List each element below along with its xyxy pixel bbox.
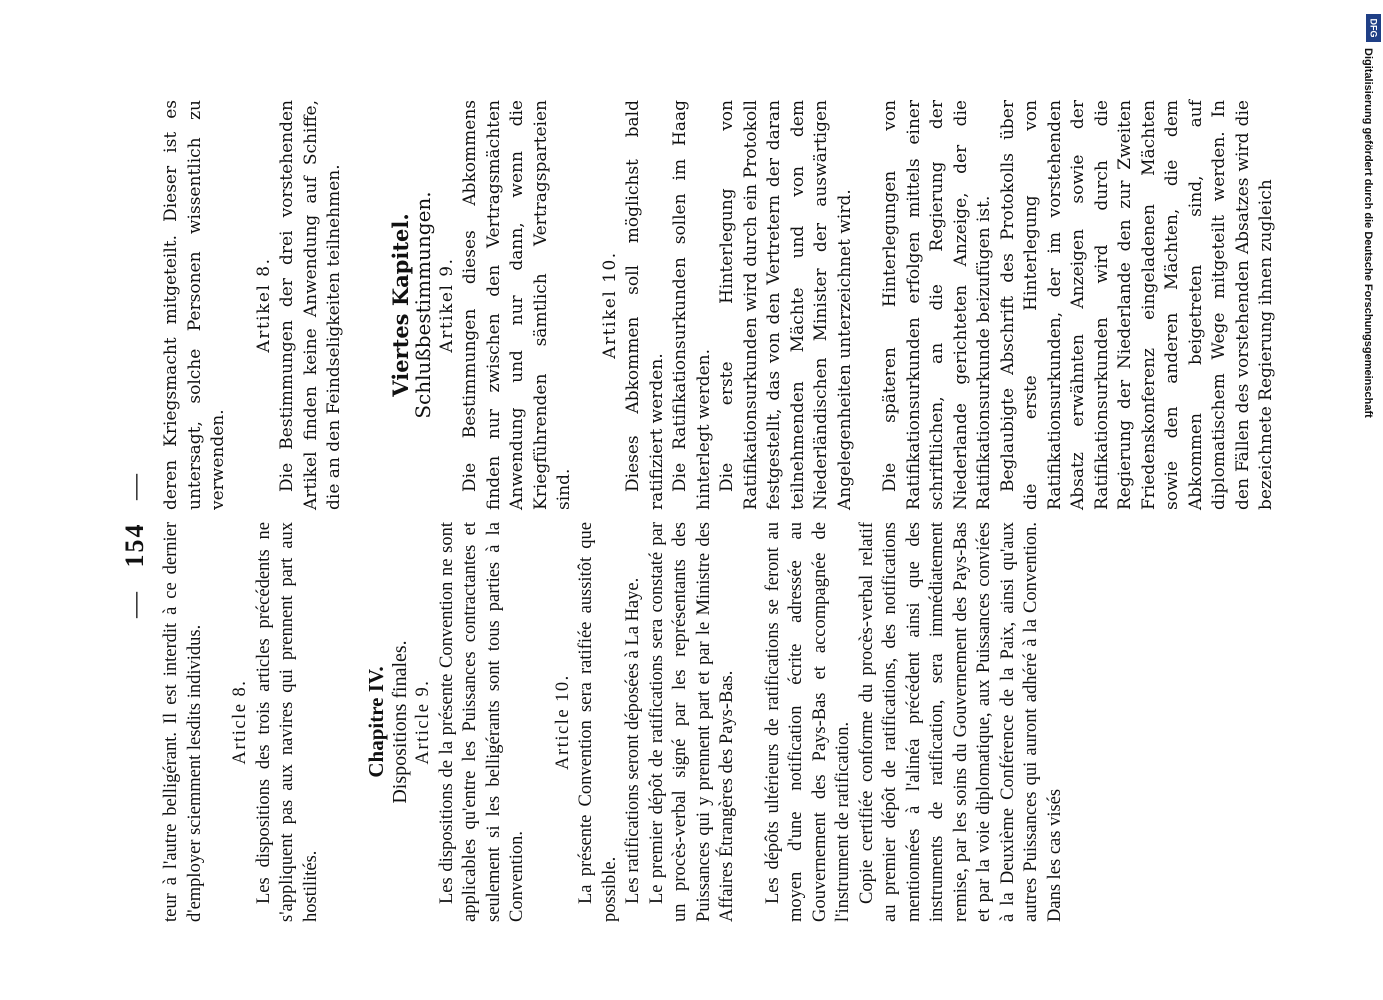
german-article-10-para-3: Die erste Hinterlegung von Ratifikationsurkunden wird durch ein Protokoll festgestellt, das von den Vertretern der daran teilnehmenden Mächte und von dem Niederländischen Minister der auswärtigen Angelegenheiten unterzeichnet wird. [717, 100, 855, 510]
german-article-10-heading: Artikel 10. [599, 251, 620, 359]
german-article-8-text: Die Bestimmungen der drei vorstehenden Artikel finden keine Anwendung auf Schiffe, die an den Feindseligkeiten teilnehmen. [277, 100, 344, 510]
french-article-9-text: Les dispositions de la présente Convention ne sont applicables qu'entre les Puissances contractantes et seulement si les belligérants sont tous parties à la Convention. [436, 522, 527, 922]
header-dash-right: — [120, 472, 149, 500]
french-article-10-para-2: Les ratifications seront déposées à La Haye. [623, 577, 643, 904]
page-number: 154 [120, 522, 149, 568]
digitization-credit [1352, 8, 1383, 988]
french-chapter-title: Dispositions finales. [388, 640, 411, 804]
page-header [120, 90, 154, 1000]
german-chapter-heading: Viertes Kapitel. [387, 213, 413, 397]
german-chapter-title: Schlußbestimmungen. [411, 191, 435, 419]
digitization-credit-text: Digitalisierung gefördert durch die Deutsche Forschungsgemeinschaft [1362, 48, 1374, 418]
rotated-page [120, 90, 1276, 1000]
french-opening-paragraph: teur à l'autre belligérant. Il est interdit à ce dernier d'employer sciemment lesdits individus. [161, 522, 205, 922]
german-column [160, 100, 1276, 510]
dfg-logo-icon [1366, 14, 1381, 42]
french-article-10-para-3: Le premier dépôt de ratifications sera constaté par un procès-verbal signé par les représentants des Puissances qui y prennent part et par le Ministre des Affaires Étrangères des Pays-Bas. [646, 522, 737, 922]
german-article-10-para-5: Beglaubigte Abschrift des Protokolls über die erste Hinterlegung von Ratifikationsurkunden, der im vorstehenden Absatz erwähnten Anzeigen sowie der Ratifikationsurkunden wird durch die Regierung der Niederlande den zur Zweiten Friedenskonferenz eingeladenen Mächten sowie den anderen Mächten, die dem Abkommen beigetreten sind, auf diplomatischem Wege mitgeteilt werden. In den Fällen des vorstehenden Absatzes wird die bezeichnete Regierung ihnen zugleich [997, 100, 1276, 510]
french-article-9-heading: Article 9. [413, 679, 433, 765]
german-opening-paragraph: deren Kriegsmacht mitgeteilt. Dieser ist es untersagt, solche Personen wissentlich zu verwenden. [161, 100, 228, 510]
french-chapter-heading: Chapitre IV. [364, 666, 388, 778]
french-article-10-heading: Article 10. [552, 674, 573, 770]
french-article-8-text: Les dispositions des trois articles précédents ne s'appliquent pas aux navires qui prennent part aux hostilités. [253, 522, 321, 922]
french-article-10-para-5: Copie certifiée conforme du procès-verbal relatif au premier dépôt de ratifications, des notifications mentionnées à l'alinéa précédent ainsi que des instruments de ratification, sera immédiatement remise, par les soins du Gouvernement des Pays-Bas et par la voie diplomatique, aux Puissances conviées à la Deuxième Conférence de la Paix, ainsi qu'aux autres Puissances qui auront adhéré à la Convention. Dans les cas visés [856, 522, 1065, 922]
column-divider [164, 515, 630, 516]
french-article-8-heading: Article 8. [230, 679, 250, 765]
header-dash-left: — [120, 590, 149, 618]
german-article-10-para-1: Dieses Abkommen soll möglichst bald ratifiziert werden. [623, 100, 667, 510]
french-article-10-para-1: La présente Convention sera ratifiée aussitôt que possible. [576, 522, 620, 922]
german-article-10-para-4: Die späteren Hinterlegungen von Ratifikationsurkunden erfolgen mittels einer schriftlichen, an die Regierung der Niederlande gerichteten Anzeige, der die Ratifikationsurkunde beizufügen ist. [880, 100, 994, 510]
french-article-10-para-4: Les dépôts ultérieurs de ratifications se feront au moyen d'une notification écrite adressée au Gouvernement des Pays-Bas et accompagnée de l'instrument de ratification. [762, 522, 853, 922]
german-article-8-heading: Artikel 8. [253, 257, 274, 353]
german-article-10-para-2: Die Ratifikationsurkunden sollen im Haag hinterlegt werden. [670, 100, 714, 510]
french-column [160, 522, 1065, 922]
dfg-logo-text: DFG [1368, 18, 1379, 38]
german-article-9-heading: Artikel 9. [436, 257, 457, 353]
german-article-9-text: Die Bestimmungen dieses Abkommens finden nur zwischen den Vertragsmächten Anwendung und nur dann, wenn die Kriegführenden sämtlich Vertragsparteien sind. [460, 100, 574, 510]
